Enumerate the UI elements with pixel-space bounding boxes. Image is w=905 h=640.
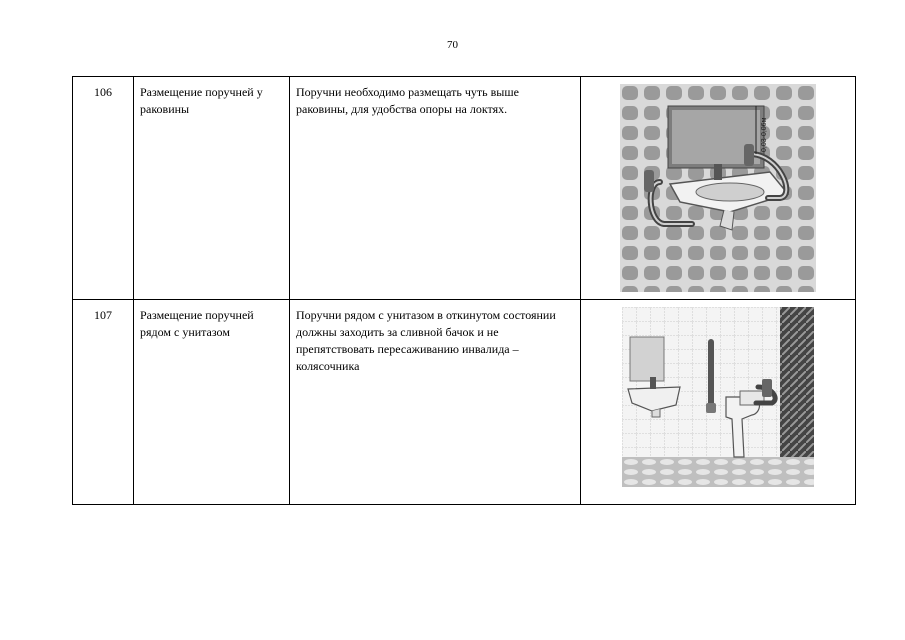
row-title: Размещение поручней рядом с унитазом (134, 300, 290, 505)
height-dimension-label: 0,03-0,06м (761, 117, 768, 152)
requirements-table (72, 76, 856, 505)
page-number: 70 (447, 39, 458, 51)
row-number: 107 (73, 300, 134, 505)
sink-with-handrails-illustration (620, 84, 816, 292)
row-number: 106 (73, 77, 134, 300)
table-row (73, 77, 856, 300)
row-description: Поручни рядом с унитазом в откинутом состоянии должны заходить за сливной бачок и не препятствовать пересаживанию инвалида – колясочника (290, 300, 581, 505)
row-title: Размещение поручней у раковины (134, 77, 290, 300)
row-illustration-cell (581, 300, 856, 505)
table-row (73, 300, 856, 505)
row-illustration-cell (581, 77, 856, 300)
toilet-with-handrails-illustration (622, 307, 814, 487)
row-description: Поручни необходимо размещать чуть выше раковины, для удобства опоры на локтях. (290, 77, 581, 300)
